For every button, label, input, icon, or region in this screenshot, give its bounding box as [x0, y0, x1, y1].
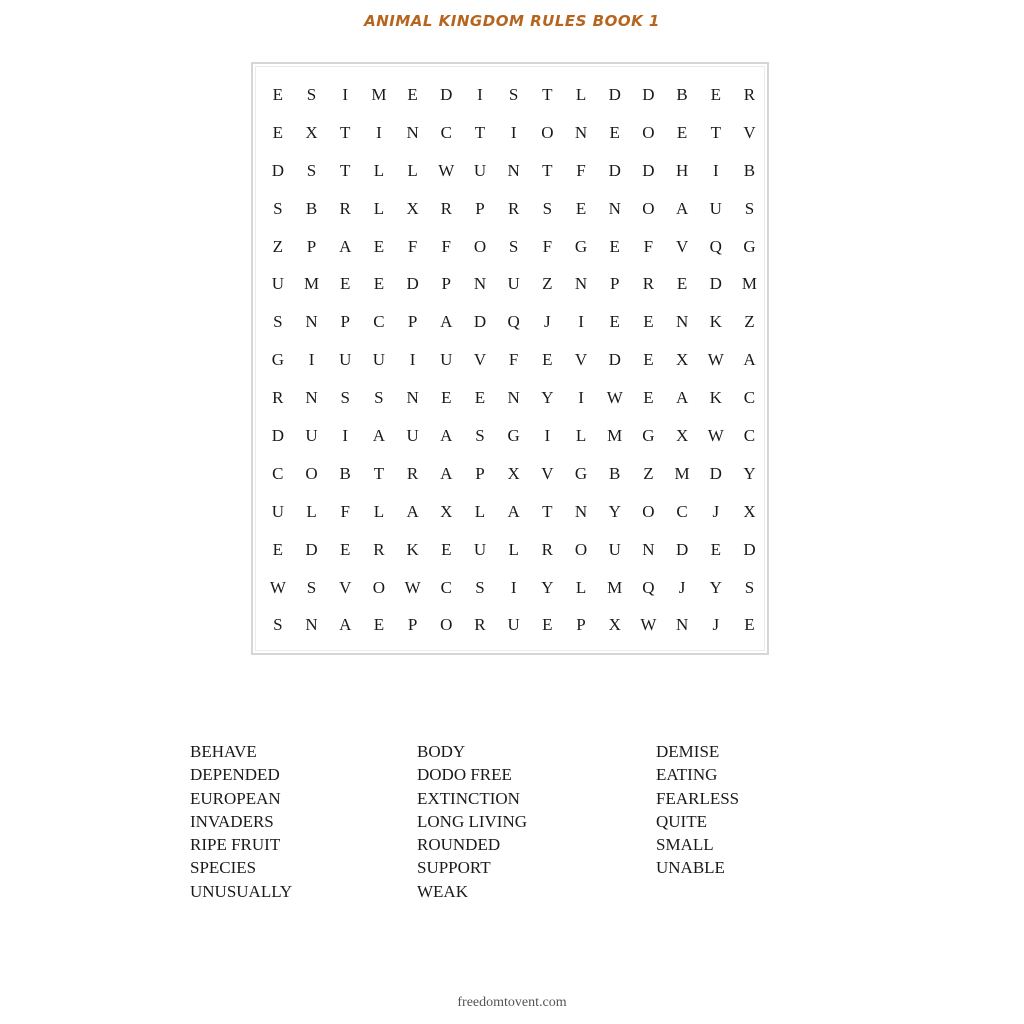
- grid-letter[interactable]: V: [574, 350, 588, 370]
- grid-letter[interactable]: E: [474, 388, 486, 408]
- grid-letter[interactable]: D: [709, 463, 722, 483]
- grid-letter[interactable]: T: [542, 501, 553, 521]
- grid-letter[interactable]: F: [576, 160, 586, 180]
- grid-letter[interactable]: E: [643, 350, 654, 370]
- grid-letter[interactable]: F: [340, 501, 350, 521]
- grid-row: [261, 417, 766, 455]
- grid-letter[interactable]: I: [376, 122, 382, 142]
- grid-letter[interactable]: M: [303, 274, 320, 294]
- grid-letter[interactable]: A: [507, 501, 520, 521]
- grid-letter[interactable]: N: [305, 312, 318, 332]
- grid-letter[interactable]: U: [339, 350, 352, 370]
- grid-letter[interactable]: X: [675, 350, 689, 370]
- grid-letter[interactable]: I: [510, 122, 517, 142]
- grid-letter[interactable]: B: [609, 463, 621, 483]
- grid-letter[interactable]: S: [306, 85, 317, 104]
- word-list-column-2: [417, 740, 527, 903]
- grid-letter[interactable]: O: [642, 198, 655, 218]
- grid-letter[interactable]: X: [406, 198, 419, 218]
- grid-letter[interactable]: U: [271, 274, 284, 294]
- word-list-item: BODY: [417, 742, 466, 761]
- word-list-item: DEPENDED: [190, 765, 280, 785]
- grid-letter[interactable]: D: [642, 85, 655, 104]
- grid-letter[interactable]: E: [575, 198, 587, 218]
- grid-letter[interactable]: N: [406, 122, 419, 142]
- word-list-item: DEMISE: [656, 742, 720, 761]
- word-list-item: DODO FREE: [417, 765, 512, 785]
- grid-letter[interactable]: S: [508, 85, 519, 104]
- grid-letter[interactable]: E: [609, 122, 620, 142]
- grid-letter[interactable]: D: [608, 160, 621, 180]
- grid-letter[interactable]: A: [440, 426, 453, 446]
- grid-letter[interactable]: O: [642, 501, 655, 521]
- grid-letter[interactable]: U: [305, 426, 318, 446]
- grid-letter[interactable]: H: [675, 160, 689, 180]
- grid-letter[interactable]: R: [474, 615, 486, 635]
- grid-letter[interactable]: S: [542, 198, 553, 218]
- grid-letter[interactable]: L: [575, 85, 587, 104]
- grid-letter[interactable]: O: [574, 539, 588, 559]
- grid-letter[interactable]: I: [578, 388, 584, 408]
- grid-letter[interactable]: M: [607, 426, 623, 446]
- grid-letter[interactable]: U: [507, 615, 520, 635]
- grid-letter[interactable]: C: [676, 501, 688, 521]
- grid-letter[interactable]: Q: [642, 577, 655, 597]
- grid-letter[interactable]: Z: [272, 236, 284, 256]
- grid-letter[interactable]: A: [440, 312, 453, 332]
- grid-letter[interactable]: D: [271, 426, 284, 446]
- grid-letter[interactable]: D: [608, 350, 621, 370]
- grid-letter[interactable]: I: [510, 577, 517, 597]
- grid-letter[interactable]: L: [373, 501, 385, 521]
- grid-letter[interactable]: B: [743, 160, 756, 180]
- grid-letter[interactable]: U: [440, 350, 453, 370]
- grid-letter[interactable]: S: [475, 426, 485, 446]
- grid-letter[interactable]: D: [709, 274, 722, 294]
- grid-letter[interactable]: U: [507, 274, 520, 294]
- grid-letter[interactable]: P: [609, 274, 620, 294]
- word-list-item: SMALL: [656, 835, 714, 855]
- grid-letter[interactable]: R: [440, 198, 452, 218]
- grid-letter[interactable]: Z: [542, 274, 553, 294]
- grid-letter[interactable]: W: [438, 160, 455, 180]
- word-search-grid[interactable]: [261, 76, 766, 644]
- grid-letter[interactable]: W: [404, 577, 421, 597]
- grid-letter[interactable]: D: [406, 274, 419, 294]
- word-list-item: UNUSUALLY: [190, 881, 293, 901]
- grid-letter[interactable]: L: [575, 577, 587, 597]
- grid-letter[interactable]: U: [608, 539, 621, 559]
- grid-row: [261, 493, 766, 531]
- grid-letter[interactable]: A: [675, 198, 689, 218]
- grid-row: [261, 379, 766, 417]
- grid-letter[interactable]: U: [709, 198, 722, 218]
- grid-letter[interactable]: M: [371, 85, 387, 104]
- grid-letter[interactable]: V: [541, 463, 554, 483]
- grid-letter[interactable]: A: [440, 463, 453, 483]
- grid-letter[interactable]: A: [406, 501, 419, 521]
- grid-letter[interactable]: O: [541, 122, 554, 142]
- grid-letter[interactable]: V: [339, 577, 352, 597]
- grid-letter[interactable]: D: [608, 85, 621, 104]
- grid-letter[interactable]: E: [643, 312, 654, 332]
- grid-letter[interactable]: W: [640, 615, 657, 635]
- grid-letter[interactable]: P: [407, 312, 418, 332]
- grid-letter[interactable]: E: [373, 615, 385, 635]
- grid-letter[interactable]: U: [406, 426, 419, 446]
- grid-row: [261, 114, 766, 152]
- grid-letter[interactable]: A: [675, 388, 689, 408]
- grid-letter[interactable]: E: [744, 615, 755, 635]
- grid-letter[interactable]: U: [372, 350, 386, 370]
- grid-letter[interactable]: E: [676, 274, 688, 294]
- word-list-item: QUITE: [656, 811, 707, 831]
- grid-letter[interactable]: G: [507, 426, 520, 446]
- grid-letter[interactable]: E: [340, 539, 351, 559]
- grid-letter[interactable]: E: [710, 85, 721, 104]
- grid-letter[interactable]: K: [709, 312, 722, 332]
- grid-letter[interactable]: E: [542, 350, 553, 370]
- grid-letter[interactable]: T: [542, 85, 553, 104]
- grid-letter[interactable]: Y: [541, 388, 554, 408]
- grid-letter[interactable]: N: [473, 274, 487, 294]
- grid-letter[interactable]: E: [340, 274, 351, 294]
- word-list-item: EXTINCTION: [417, 788, 520, 808]
- grid-letter[interactable]: K: [709, 388, 722, 408]
- grid-letter[interactable]: F: [643, 236, 654, 256]
- grid-letter[interactable]: F: [407, 236, 418, 256]
- grid-letter[interactable]: A: [339, 236, 352, 256]
- grid-letter[interactable]: W: [707, 350, 724, 370]
- grid-letter[interactable]: R: [743, 85, 756, 104]
- grid-letter[interactable]: G: [642, 426, 655, 446]
- grid-letter[interactable]: G: [574, 463, 588, 483]
- grid-letter[interactable]: N: [642, 539, 655, 559]
- grid-letter[interactable]: D: [675, 539, 689, 559]
- grid-letter[interactable]: E: [643, 388, 654, 408]
- grid-letter[interactable]: E: [407, 85, 418, 104]
- grid-letter[interactable]: S: [306, 160, 317, 180]
- grid-letter[interactable]: Y: [608, 501, 621, 521]
- grid-row: [261, 455, 766, 493]
- grid-row: [261, 606, 766, 644]
- grid-letter[interactable]: N: [507, 388, 520, 408]
- grid-letter[interactable]: Y: [709, 577, 722, 597]
- grid-letter[interactable]: N: [305, 388, 318, 408]
- grid-row: [261, 265, 766, 303]
- grid-letter[interactable]: I: [477, 85, 483, 104]
- grid-letter[interactable]: L: [373, 160, 385, 180]
- grid-letter[interactable]: N: [406, 388, 419, 408]
- grid-letter[interactable]: C: [272, 463, 284, 483]
- grid-letter[interactable]: M: [674, 463, 690, 483]
- grid-letter[interactable]: C: [440, 122, 452, 142]
- grid-letter[interactable]: C: [743, 426, 756, 446]
- grid-letter[interactable]: P: [306, 236, 317, 256]
- grid-letter[interactable]: B: [305, 198, 318, 218]
- grid-letter[interactable]: S: [340, 388, 350, 408]
- grid-letter[interactable]: O: [372, 577, 386, 597]
- grid-letter[interactable]: X: [743, 501, 756, 521]
- grid-letter[interactable]: C: [373, 312, 385, 332]
- grid-letter[interactable]: D: [743, 539, 756, 559]
- grid-letter[interactable]: M: [741, 274, 758, 294]
- grid-letter[interactable]: Z: [744, 312, 755, 332]
- grid-letter[interactable]: D: [271, 160, 284, 180]
- grid-letter[interactable]: U: [473, 539, 487, 559]
- grid-letter[interactable]: T: [340, 160, 351, 180]
- grid-letter[interactable]: E: [272, 85, 284, 104]
- grid-letter[interactable]: N: [507, 160, 520, 180]
- grid-letter[interactable]: R: [272, 388, 284, 408]
- word-list-item: UNABLE: [656, 858, 725, 878]
- grid-letter[interactable]: S: [475, 577, 485, 597]
- grid-letter[interactable]: L: [575, 426, 587, 446]
- grid-letter[interactable]: E: [373, 236, 385, 256]
- grid-letter[interactable]: S: [273, 615, 283, 635]
- grid-letter[interactable]: E: [441, 539, 452, 559]
- grid-letter[interactable]: Q: [507, 312, 520, 332]
- grid-letter[interactable]: R: [339, 198, 351, 218]
- grid-row: [261, 303, 766, 341]
- grid-letter[interactable]: E: [676, 122, 688, 142]
- grid-letter[interactable]: I: [578, 312, 584, 332]
- grid-letter[interactable]: C: [743, 388, 756, 408]
- grid-letter[interactable]: Y: [541, 577, 554, 597]
- grid-letter[interactable]: N: [574, 501, 588, 521]
- grid-letter[interactable]: E: [609, 312, 620, 332]
- grid-letter[interactable]: D: [440, 85, 453, 104]
- grid-letter[interactable]: X: [440, 501, 453, 521]
- grid-letter[interactable]: D: [305, 539, 318, 559]
- grid-letter[interactable]: Z: [643, 463, 654, 483]
- grid-letter[interactable]: J: [712, 615, 720, 635]
- grid-letter[interactable]: I: [409, 350, 416, 370]
- grid-letter[interactable]: D: [642, 160, 655, 180]
- grid-letter[interactable]: N: [675, 312, 689, 332]
- grid-letter[interactable]: M: [607, 577, 623, 597]
- grid-letter[interactable]: A: [339, 615, 352, 635]
- grid-letter[interactable]: V: [675, 236, 689, 256]
- grid-row: [261, 190, 766, 228]
- grid-letter[interactable]: R: [406, 463, 419, 483]
- grid-letter[interactable]: L: [508, 539, 519, 559]
- grid-letter[interactable]: E: [373, 274, 385, 294]
- grid-letter[interactable]: N: [574, 274, 588, 294]
- word-list-column-1: [190, 740, 292, 903]
- grid-letter[interactable]: O: [642, 122, 655, 142]
- grid-letter[interactable]: S: [273, 312, 283, 332]
- grid-letter[interactable]: J: [678, 577, 686, 597]
- word-list-item: SUPPORT: [417, 858, 491, 878]
- grid-letter[interactable]: R: [373, 539, 385, 559]
- grid-letter[interactable]: V: [473, 350, 487, 370]
- grid-letter[interactable]: N: [305, 615, 318, 635]
- grid-letter[interactable]: P: [407, 615, 418, 635]
- grid-letter[interactable]: L: [474, 501, 486, 521]
- grid-letter[interactable]: X: [675, 426, 689, 446]
- word-list-item: EUROPEAN: [190, 788, 281, 808]
- grid-letter[interactable]: C: [440, 577, 452, 597]
- grid-letter[interactable]: W: [707, 426, 724, 446]
- page-title: ANIMAL KINGDOM RULES BOOK 1: [364, 12, 660, 30]
- grid-letter[interactable]: P: [475, 198, 485, 218]
- grid-letter[interactable]: A: [743, 350, 756, 370]
- grid-letter[interactable]: I: [544, 426, 551, 446]
- grid-letter[interactable]: E: [272, 122, 284, 142]
- grid-letter[interactable]: T: [710, 122, 721, 142]
- grid-letter[interactable]: T: [340, 122, 351, 142]
- grid-letter[interactable]: T: [542, 160, 553, 180]
- grid-letter[interactable]: W: [606, 388, 623, 408]
- grid-letter[interactable]: K: [406, 539, 419, 559]
- grid-letter[interactable]: F: [508, 350, 519, 370]
- grid-letter[interactable]: J: [544, 312, 551, 332]
- grid-letter[interactable]: O: [305, 463, 318, 483]
- grid-letter[interactable]: T: [373, 463, 385, 483]
- word-list-item: LONG LIVING: [417, 811, 528, 831]
- footer-site-name: freedomtovent.com: [457, 995, 567, 1010]
- grid-letter[interactable]: Y: [743, 463, 756, 483]
- grid-letter[interactable]: N: [574, 122, 588, 142]
- grid-letter[interactable]: J: [712, 501, 720, 521]
- grid-letter[interactable]: E: [542, 615, 553, 635]
- grid-letter[interactable]: I: [712, 160, 719, 180]
- grid-letter[interactable]: P: [340, 312, 350, 332]
- grid-letter[interactable]: F: [542, 236, 553, 256]
- grid-letter[interactable]: O: [440, 615, 453, 635]
- grid-letter[interactable]: S: [273, 198, 283, 218]
- grid-letter[interactable]: X: [305, 122, 318, 142]
- grid-letter[interactable]: T: [474, 122, 486, 142]
- grid-row: [261, 152, 766, 190]
- grid-letter[interactable]: S: [744, 198, 755, 218]
- grid-letter[interactable]: I: [342, 426, 349, 446]
- word-list-item: WEAK: [417, 881, 468, 901]
- word-list-item: EATING: [656, 765, 718, 785]
- grid-letter[interactable]: E: [272, 539, 284, 559]
- grid-letter[interactable]: F: [441, 236, 452, 256]
- grid-letter[interactable]: U: [271, 501, 284, 521]
- grid-row: [261, 569, 766, 607]
- grid-letter[interactable]: S: [374, 388, 384, 408]
- grid-row: [261, 531, 766, 569]
- grid-row: [261, 228, 766, 266]
- grid-letter[interactable]: U: [473, 160, 487, 180]
- grid-letter[interactable]: S: [744, 577, 755, 597]
- grid-row: [261, 76, 766, 114]
- grid-letter[interactable]: P: [475, 463, 485, 483]
- grid-letter[interactable]: S: [306, 577, 317, 597]
- grid-letter[interactable]: B: [339, 463, 351, 483]
- grid-letter[interactable]: P: [576, 615, 586, 635]
- word-list-item: RIPE FRUIT: [190, 835, 281, 855]
- word-list-item: INVADERS: [190, 811, 274, 831]
- grid-row: [261, 341, 766, 379]
- grid-letter[interactable]: L: [373, 198, 385, 218]
- grid-letter[interactable]: B: [676, 85, 688, 104]
- grid-letter[interactable]: Q: [709, 236, 722, 256]
- grid-letter[interactable]: I: [342, 85, 349, 104]
- grid-letter[interactable]: R: [541, 539, 554, 559]
- grid-letter[interactable]: G: [574, 236, 588, 256]
- word-list-item: FEARLESS: [656, 788, 740, 808]
- grid-letter[interactable]: P: [441, 274, 452, 294]
- grid-letter[interactable]: N: [608, 198, 621, 218]
- grid-letter[interactable]: E: [710, 539, 721, 559]
- grid-letter[interactable]: X: [507, 463, 520, 483]
- grid-letter[interactable]: E: [441, 388, 452, 408]
- grid-letter[interactable]: R: [642, 274, 655, 294]
- grid-letter[interactable]: A: [372, 426, 386, 446]
- grid-letter[interactable]: N: [675, 615, 689, 635]
- grid-letter[interactable]: O: [473, 236, 487, 256]
- grid-letter[interactable]: G: [743, 236, 756, 256]
- grid-letter[interactable]: V: [743, 122, 756, 142]
- grid-letter[interactable]: G: [271, 350, 284, 370]
- grid-letter[interactable]: X: [608, 615, 621, 635]
- word-list-item: SPECIES: [190, 858, 257, 878]
- grid-letter[interactable]: E: [609, 236, 620, 256]
- word-list-column-3: [656, 740, 739, 880]
- grid-letter[interactable]: W: [269, 577, 286, 597]
- grid-letter[interactable]: I: [308, 350, 315, 370]
- grid-letter[interactable]: S: [508, 236, 519, 256]
- word-list-item: ROUNDED: [417, 835, 501, 855]
- grid-letter[interactable]: D: [473, 312, 487, 332]
- grid-letter[interactable]: L: [407, 160, 418, 180]
- grid-letter[interactable]: L: [306, 501, 317, 521]
- grid-letter[interactable]: R: [507, 198, 520, 218]
- word-list-item: BEHAVE: [190, 742, 257, 761]
